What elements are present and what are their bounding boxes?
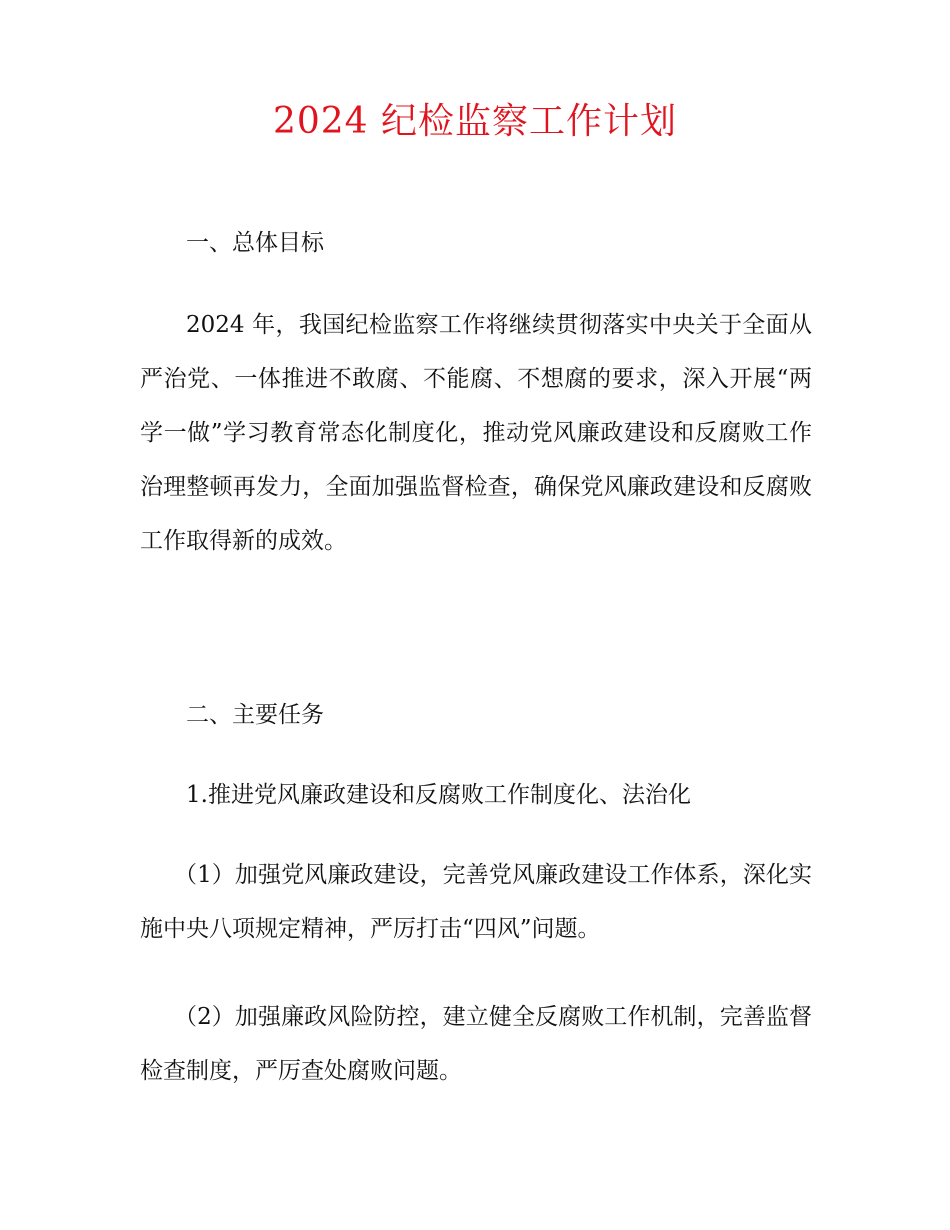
task-item-1-title: 1.推进党风廉政建设和反腐败工作制度化、法治化 (186, 782, 691, 808)
paragraph-overall-goal: 2024 年，我国纪检监察工作将继续贯彻落实中央关于全面从严治党、一体推进不敢腐、不能腐、不想腐的要求，深入开展“两学一做”学习教育常态化制度化，推动党风廉政建设和反腐败工作治理整顿再发力，全面加强监督检查，确保党风廉政建设和反腐败工作取得新的成效。 (140, 312, 812, 554)
section-heading-main-tasks: 二、主要任务 (186, 702, 324, 728)
task-item-1-sub-1: （1）加强党风廉政建设，完善党风廉政建设工作体系，深化实施中央八项规定精神，严厉打击“四风”问题。 (140, 862, 812, 942)
section-heading-overall-goal: 一、总体目标 (186, 230, 324, 256)
document-title: 2024 纪检监察工作计划 (272, 101, 678, 142)
task-item-1-sub-2: （2）加强廉政风险防控，建立健全反腐败工作机制，完善监督检查制度，严厉查处腐败问题。 (140, 1004, 812, 1084)
